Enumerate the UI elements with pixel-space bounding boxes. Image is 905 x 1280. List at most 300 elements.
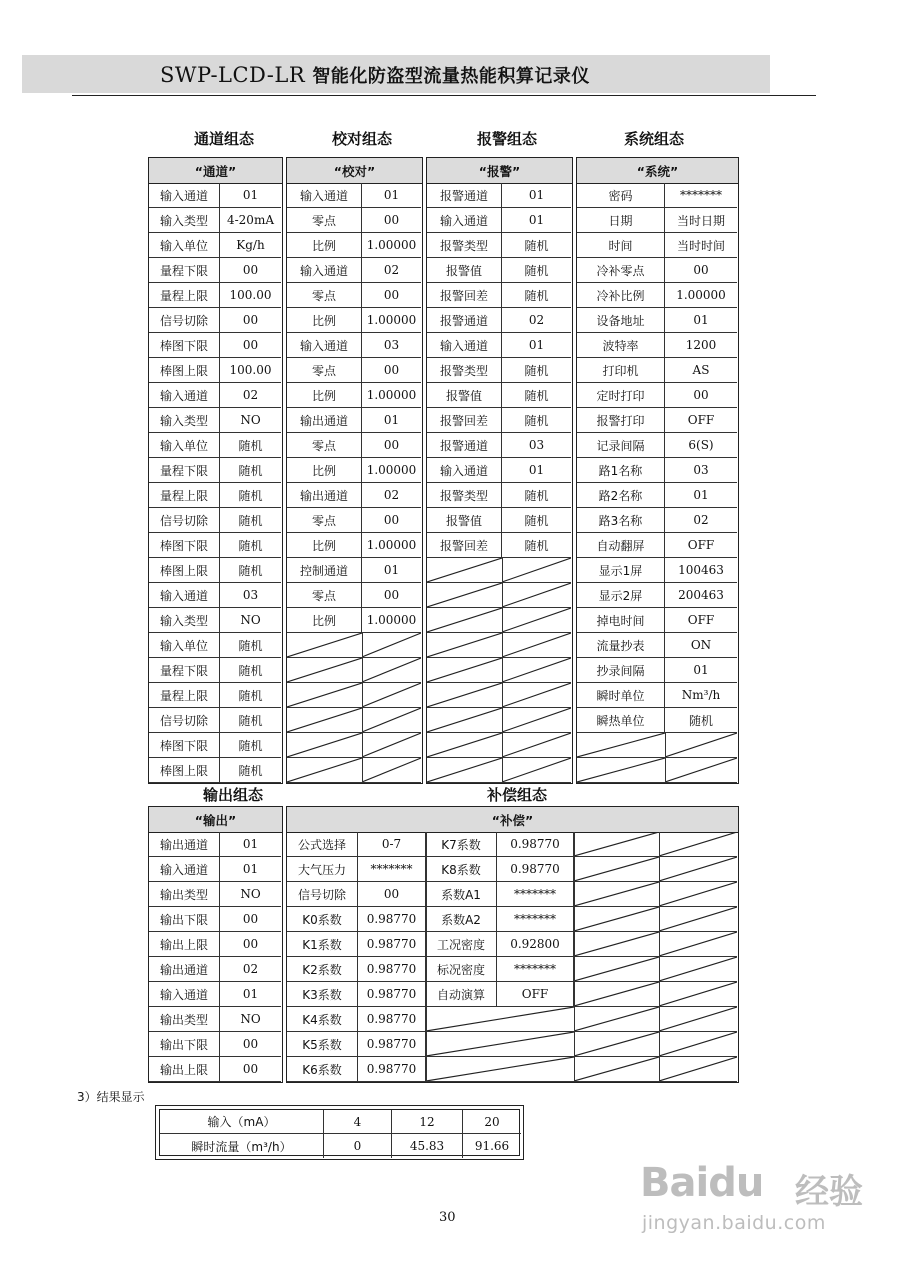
comp-label: 信号切除 [287,882,358,907]
channel-table-value: 00 [220,308,281,333]
output-table-label: 输出上限 [149,1057,220,1082]
empty-cell-slash [362,658,421,683]
cell-divider [502,558,503,583]
system-table-value: OFF [665,533,737,558]
system-table-label: 显示1屏 [577,558,665,583]
output-table-label: 输出下限 [149,907,220,932]
channel-table-label: 棒图下限 [149,733,220,758]
system-table-value: 随机 [665,708,737,733]
channel-table-value: NO [220,608,281,633]
calib-table-value: 1.00000 [362,458,421,483]
column-divider [426,832,427,1082]
empty-cell-slash [659,932,737,957]
calib-table-value: 1.00000 [362,533,421,558]
channel-table-value: 随机 [220,658,281,683]
empty-cell-slash [659,857,737,882]
channel-table-value: 随机 [220,433,281,458]
calib-table-value: 02 [362,258,421,283]
system-table-label: 报警打印 [577,408,665,433]
comp-value: 00 [358,882,426,907]
watermark-logo: Baidu [640,1160,764,1206]
channel-table-label: 量程上限 [149,283,220,308]
output-table-value: 01 [220,982,281,1007]
output-table-value: 00 [220,907,281,932]
system-table-value: 02 [665,508,737,533]
comp-value: OFF [497,982,574,1007]
calib-table-label: 零点 [287,358,362,383]
system-table-label: 瞬时单位 [577,683,665,708]
comp-value: 0.98770 [358,1032,426,1057]
alarm-table-label: 输入通道 [427,208,502,233]
output-table-value: NO [220,882,281,907]
channel-table-label: 输入通道 [149,583,220,608]
channel-table-label: 量程上限 [149,683,220,708]
system-table-value: 当时日期 [665,208,737,233]
comp-label: 系数A1 [426,882,497,907]
comp-value: 0.98770 [358,982,426,1007]
calib-table [286,157,423,784]
system-table-label: 定时打印 [577,383,665,408]
empty-cell-slash [659,1032,737,1057]
output-table-label: 输出通道 [149,957,220,982]
result-row-label: 瞬时流量（m³/h） [160,1134,324,1158]
system-table-label: 路1名称 [577,458,665,483]
alarm-table-label: 输入通道 [427,458,502,483]
empty-cell-slash [502,558,571,583]
system-table-label: 路3名称 [577,508,665,533]
empty-cell-slash [287,758,362,783]
channel-table-value: NO [220,408,281,433]
channel-table-label: 信号切除 [149,508,220,533]
empty-cell-slash [287,708,362,733]
empty-cell-slash [659,882,737,907]
calib-table-label: 零点 [287,208,362,233]
empty-cell-slash [574,1007,659,1032]
system-table-label: 显示2屏 [577,583,665,608]
comp-value: 0.98770 [358,932,426,957]
alarm-table-label: 报警值 [427,383,502,408]
comp-label: K0系数 [287,907,358,932]
cell-divider [502,633,503,658]
system-table-value: 当时时间 [665,233,737,258]
system-table-label: 自动翻屏 [577,533,665,558]
comp-label: K2系数 [287,957,358,982]
channel-table-label: 输入类型 [149,408,220,433]
section-alarm: 报警组态 [477,130,538,148]
empty-cell-slash [577,758,665,783]
empty-cell-slash [287,658,362,683]
system-table-label: 日期 [577,208,665,233]
column-divider [659,832,660,1082]
channel-table-value: 随机 [220,733,281,758]
calib-table-value: 00 [362,583,421,608]
calib-table-value: 00 [362,208,421,233]
calib-table-value: 00 [362,283,421,308]
comp-value: ******* [497,882,574,907]
alarm-table-value: 随机 [502,483,571,508]
calib-table-value: 01 [362,183,421,208]
calib-table-header: “校对” [287,158,422,184]
system-table-value: 1.00000 [665,283,737,308]
calib-table-value: 03 [362,333,421,358]
calib-table-value: 00 [362,358,421,383]
channel-table-value: 100.00 [220,283,281,308]
result-value: 45.83 [392,1134,463,1158]
empty-cell-slash [426,1007,574,1032]
output-table-label: 输出类型 [149,882,220,907]
comp-label: 系数A2 [426,907,497,932]
alarm-table-value: 01 [502,333,571,358]
empty-cell-slash [665,758,737,783]
empty-cell-slash [287,683,362,708]
channel-table-value: 随机 [220,533,281,558]
empty-cell-slash [362,733,421,758]
empty-cell-slash [574,982,659,1007]
watermark-url: jingyan.baidu.com [642,1212,826,1234]
result-value: 4 [324,1110,392,1134]
comp-label: 公式选择 [287,832,358,857]
calib-table-value: 1.00000 [362,383,421,408]
alarm-table-label: 报警通道 [427,433,502,458]
output-table-value: 02 [220,957,281,982]
output-table-header: “输出” [149,807,282,833]
cell-divider [502,708,503,733]
channel-table-value: 随机 [220,683,281,708]
alarm-table-label: 报警通道 [427,308,502,333]
channel-table-label: 信号切除 [149,308,220,333]
channel-table-header: “通道” [149,158,282,184]
alarm-table-label: 报警值 [427,258,502,283]
alarm-table-value: 随机 [502,358,571,383]
empty-cell-slash [502,608,571,633]
system-table-label: 时间 [577,233,665,258]
channel-table-label: 量程下限 [149,258,220,283]
watermark-logo-cn: 经验 [795,1172,863,1212]
result-label: 3）结果显示 [77,1090,145,1104]
empty-cell-slash [574,882,659,907]
channel-table-value: Kg/h [220,233,281,258]
comp-value: 0.98770 [358,957,426,982]
calib-table-value: 1.00000 [362,608,421,633]
alarm-table-label: 报警通道 [427,183,502,208]
result-row-label: 输入（mA） [160,1110,324,1134]
alarm-table-label: 报警类型 [427,233,502,258]
calib-table-label: 比例 [287,308,362,333]
model-name: SWP-LCD-LR [160,63,306,87]
output-table-value: 00 [220,1057,281,1082]
output-table-value: 01 [220,857,281,882]
calib-table-label: 输入通道 [287,333,362,358]
empty-cell-slash [427,658,502,683]
system-table-label: 掉电时间 [577,608,665,633]
empty-cell-slash [362,633,421,658]
comp-label: K8系数 [426,857,497,882]
section-system: 系统组态 [624,130,685,148]
channel-table-label: 量程下限 [149,458,220,483]
system-table-label: 路2名称 [577,483,665,508]
result-table [155,1105,524,1160]
empty-cell-slash [659,1007,737,1032]
comp-label: 大气压力 [287,857,358,882]
channel-table-label: 输入通道 [149,183,220,208]
cell-divider [362,633,363,658]
system-table-label: 密码 [577,183,665,208]
system-table-value: 6(S) [665,433,737,458]
system-table-label: 设备地址 [577,308,665,333]
output-table [148,806,283,1083]
calib-table-label: 比例 [287,533,362,558]
calib-table-value: 02 [362,483,421,508]
calib-table-label: 零点 [287,283,362,308]
empty-cell-slash [427,683,502,708]
output-table-value: 00 [220,1032,281,1057]
empty-cell-slash [502,758,571,783]
comp-value: ******* [358,857,426,882]
empty-cell-slash [574,957,659,982]
alarm-table-value: 随机 [502,258,571,283]
output-table-value: NO [220,1007,281,1032]
calib-table-value: 1.00000 [362,308,421,333]
system-table-value: ON [665,633,737,658]
channel-table [148,157,283,784]
calib-table-label: 控制通道 [287,558,362,583]
comp-label: 标况密度 [426,957,497,982]
empty-cell-slash [427,733,502,758]
cell-divider [665,758,666,783]
output-table-label: 输入通道 [149,857,220,882]
empty-cell-slash [362,758,421,783]
empty-cell-slash [502,733,571,758]
comp-label: K5系数 [287,1032,358,1057]
alarm-table-value: 随机 [502,283,571,308]
channel-table-label: 棒图下限 [149,333,220,358]
comp-value: ******* [497,957,574,982]
cell-divider [502,758,503,783]
empty-cell-slash [574,1032,659,1057]
system-table-value: AS [665,358,737,383]
empty-cell-slash [659,907,737,932]
alarm-table-label: 报警回差 [427,283,502,308]
cell-divider [362,683,363,708]
empty-cell-slash [287,733,362,758]
output-table-label: 输出通道 [149,832,220,857]
alarm-table-value: 01 [502,458,571,483]
empty-cell-slash [659,1057,737,1082]
calib-table-label: 零点 [287,508,362,533]
system-table-value: 1200 [665,333,737,358]
system-table-value: 03 [665,458,737,483]
alarm-table-value: 随机 [502,233,571,258]
system-table-value: Nm³/h [665,683,737,708]
system-table-label: 冷补比例 [577,283,665,308]
system-table-value: 200463 [665,583,737,608]
result-value: 20 [463,1110,521,1134]
alarm-table-value: 02 [502,308,571,333]
system-table [576,157,739,784]
calib-table-value: 1.00000 [362,233,421,258]
system-table-label: 冷补零点 [577,258,665,283]
comp-label: K1系数 [287,932,358,957]
empty-cell-slash [577,733,665,758]
channel-table-value: 随机 [220,508,281,533]
channel-table-label: 棒图上限 [149,558,220,583]
output-table-label: 输出下限 [149,1032,220,1057]
calib-table-value: 00 [362,433,421,458]
system-table-value: 01 [665,658,737,683]
empty-cell-slash [427,708,502,733]
calib-table-label: 比例 [287,458,362,483]
channel-table-label: 量程下限 [149,658,220,683]
system-table-value: OFF [665,608,737,633]
calib-table-label: 比例 [287,233,362,258]
cell-divider [665,733,666,758]
comp-label: K6系数 [287,1057,358,1082]
channel-table-value: 03 [220,583,281,608]
system-table-value: 00 [665,383,737,408]
empty-cell-slash [426,1057,574,1082]
empty-cell-slash [665,733,737,758]
alarm-table-value: 随机 [502,508,571,533]
empty-cell-slash [659,982,737,1007]
comp-table-header: “补偿” [287,807,738,833]
calib-table-label: 零点 [287,433,362,458]
section-comp: 补偿组态 [487,786,548,804]
comp-value: 0.92800 [497,932,574,957]
output-table-label: 输入通道 [149,982,220,1007]
section-output: 输出组态 [203,786,264,804]
channel-table-value: 随机 [220,758,281,783]
channel-table-label: 输入单位 [149,233,220,258]
cell-divider [362,758,363,783]
alarm-table-value: 03 [502,433,571,458]
result-value: 0 [324,1134,392,1158]
channel-table-value: 02 [220,383,281,408]
empty-cell-slash [287,633,362,658]
empty-cell-slash [574,907,659,932]
alarm-table-label: 报警类型 [427,483,502,508]
empty-cell-slash [502,583,571,608]
channel-table-label: 量程上限 [149,483,220,508]
system-table-label: 波特率 [577,333,665,358]
cell-divider [502,683,503,708]
channel-table-label: 输入类型 [149,208,220,233]
empty-cell-slash [427,558,502,583]
alarm-table-label: 输入通道 [427,333,502,358]
channel-table-value: 随机 [220,458,281,483]
empty-cell-slash [574,932,659,957]
empty-cell-slash [574,857,659,882]
alarm-table-value: 随机 [502,533,571,558]
system-table-header: “系统” [577,158,738,184]
calib-table-value: 00 [362,508,421,533]
alarm-table-value: 随机 [502,383,571,408]
comp-value: 0.98770 [358,1007,426,1032]
cell-divider [362,658,363,683]
alarm-table-label: 报警回差 [427,408,502,433]
comp-label: 工况密度 [426,932,497,957]
comp-value: 0-7 [358,832,426,857]
system-table-value: OFF [665,408,737,433]
channel-table-value: 100.00 [220,358,281,383]
channel-table-label: 信号切除 [149,708,220,733]
channel-table-value: 00 [220,333,281,358]
alarm-table-value: 01 [502,208,571,233]
system-table-label: 记录间隔 [577,433,665,458]
calib-table-label: 输入通道 [287,258,362,283]
empty-cell-slash [659,832,737,857]
comp-value: 0.98770 [497,857,574,882]
channel-table-label: 输入单位 [149,633,220,658]
empty-cell-slash [426,1032,574,1057]
system-table-value: 100463 [665,558,737,583]
empty-cell-slash [427,633,502,658]
result-value: 91.66 [474,1139,510,1153]
section-channel: 通道组态 [194,130,255,148]
empty-cell-slash [427,758,502,783]
calib-table-label: 比例 [287,383,362,408]
calib-table-label: 零点 [287,583,362,608]
output-table-label: 输出上限 [149,932,220,957]
comp-value: 0.98770 [358,1057,426,1082]
page-number: 30 [439,1210,456,1225]
calib-table-label: 输出通道 [287,408,362,433]
comp-value: 0.98770 [497,832,574,857]
document-title [160,62,590,88]
channel-table-label: 输入通道 [149,383,220,408]
cell-divider [362,733,363,758]
comp-label: K7系数 [426,832,497,857]
comp-value: 0.98770 [358,907,426,932]
comp-label: 自动演算 [426,982,497,1007]
channel-table-label: 输入单位 [149,433,220,458]
section-calib: 校对组态 [332,130,393,148]
system-table-value: ******* [665,183,737,208]
channel-table-value: 随机 [220,633,281,658]
cell-divider [502,608,503,633]
system-table-label: 打印机 [577,358,665,383]
comp-table [286,806,739,1083]
system-table-label: 瞬热单位 [577,708,665,733]
comp-label: K4系数 [287,1007,358,1032]
channel-table-value: 01 [220,183,281,208]
channel-table-label: 棒图上限 [149,358,220,383]
channel-table-value: 随机 [220,483,281,508]
calib-table-label: 输入通道 [287,183,362,208]
empty-cell-slash [502,708,571,733]
cell-divider [502,733,503,758]
alarm-table-value: 随机 [502,408,571,433]
empty-cell-slash [659,957,737,982]
channel-table-label: 输入类型 [149,608,220,633]
alarm-table-value: 01 [502,183,571,208]
empty-cell-slash [574,832,659,857]
calib-table-label: 比例 [287,608,362,633]
empty-cell-slash [427,583,502,608]
comp-label: K3系数 [287,982,358,1007]
channel-table-value: 随机 [220,708,281,733]
empty-cell-slash [502,633,571,658]
output-table-value: 00 [220,932,281,957]
empty-cell-slash [427,608,502,633]
output-table-label: 输出类型 [149,1007,220,1032]
channel-table-label: 棒图下限 [149,533,220,558]
system-table-value: 01 [665,308,737,333]
channel-table-value: 00 [220,258,281,283]
alarm-table-label: 报警值 [427,508,502,533]
channel-table-value: 随机 [220,558,281,583]
result-value: 12 [392,1110,463,1134]
calib-table-label: 输出通道 [287,483,362,508]
